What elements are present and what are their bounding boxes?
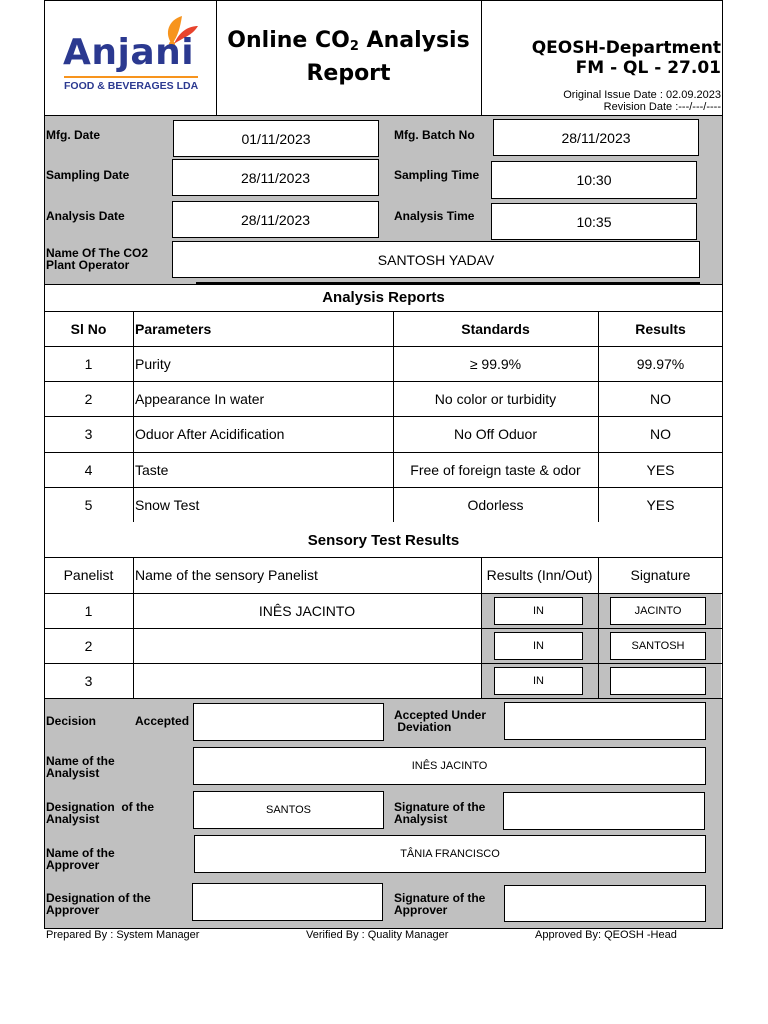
sensory-row-2-signature[interactable]: SANTOSH [610,632,706,660]
sensory-row-2-result[interactable]: IN [494,632,583,660]
analysis-row-5-sl: 5 [84,496,93,513]
analysis-row-2-param: Appearance In water [135,390,265,407]
sensory-line-2b [481,628,723,629]
analysis-header-res: Results [635,320,686,337]
sensory-line-3b [481,663,723,664]
approver-name-field[interactable]: TÂNIA FRANCISCO [194,835,706,873]
accepted-field[interactable] [193,703,384,741]
report-title [216,27,481,87]
approver-name-label-2: Approver [46,858,100,872]
approver-sig-label-2: Approver [394,903,448,917]
analysis-header-sl: Sl No [70,320,107,337]
analysis-row-4-std: Free of foreign taste & odor [410,461,581,478]
analysis-header-param: Parameters [135,320,212,337]
form-code: FM - QL - 27.01 [575,58,721,78]
sensory-row-3-panelist: 3 [84,672,93,689]
approved-by: Approved By: QEOSH -Head [535,929,677,941]
sensory-row-1-name: INÊS JACINTO [258,602,356,619]
analysist-desig-label-2: Analysist [46,812,100,826]
sampling-date-label: Sampling Date [46,168,130,182]
deviation-field[interactable] [504,702,706,740]
sensory-title: Sensory Test Results [307,531,460,549]
title-subscript: 2 [349,39,359,54]
sensory-row-1-panelist: 1 [84,602,93,619]
analysis-row-2-sl: 2 [84,390,93,407]
company-logo [60,14,205,99]
approver-sig-label-1: Signature of the [394,891,486,905]
sampling-date-field[interactable]: 28/11/2023 [172,159,379,196]
mfg-batch-field[interactable]: 28/11/2023 [493,119,699,156]
accepted-label: Accepted [135,714,190,728]
analysist-name-label-1: Name of the [46,754,115,768]
analysist-name-field[interactable]: INÊS JACINTO [193,747,706,785]
analysis-row-3-sl: 3 [84,426,93,442]
sensory-row-3-name [133,663,481,698]
logo-brand: Anjani [63,32,195,73]
revision-date: Revision Date :---/---/---- [603,101,721,113]
analysis-row-1-res: 99.97% [636,355,685,372]
sensory-row-1-signature[interactable]: JACINTO [610,597,706,625]
approver-desig-label-1: Designation of the [46,891,151,905]
analysist-sig-label-2: Analysist [394,812,448,826]
analysis-row-3-std: No Off Oduor [453,426,537,442]
sensory-row-2-panelist: 2 [84,637,93,654]
analysis-title: Analysis Reports [322,289,445,306]
approver-name-label-1: Name of the [46,846,115,860]
mfg-batch-label: Mfg. Batch No [394,128,475,142]
department: QEOSH-Department [531,38,721,58]
analysist-name-label-2: Analysist [46,766,100,780]
approver-desig-label-2: Approver [46,903,100,917]
deviation-label-2: Deviation [394,720,452,734]
analysis-row-5-std: Odorless [467,496,524,513]
sensory-row-2-name [133,628,481,663]
sensory-row-1-result[interactable]: IN [494,597,583,625]
sensory-header-panelist: Panelist [63,567,114,583]
logo-tagline: FOOD & BEVERAGES LDA [64,80,199,92]
analysis-row-4-res: YES [646,461,675,478]
deviation-label-1: Accepted Under [394,708,487,722]
analysis-row-3-param: Oduor After Acidification [135,426,285,442]
mfg-date-label: Mfg. Date [46,128,100,142]
analysist-desig-field[interactable]: SANTOS [193,791,384,829]
analysis-row-1-param: Purity [135,355,171,372]
title-part1: Online CO [227,28,350,53]
operator-field[interactable]: SANTOSH YADAV [172,241,700,278]
title-line2: Report [306,61,391,86]
sensory-header-name: Name of the sensory Panelist [135,567,318,583]
logo-underline [64,76,198,78]
analysis-row-1-sl: 1 [84,355,93,372]
analysis-row-2-std: No color or turbidity [434,390,557,407]
prepared-by: Prepared By : System Manager [46,929,200,941]
analysis-time-label: Analysis Time [394,209,475,223]
sensory-header-signature: Signature [630,567,691,583]
analysist-sig-field[interactable] [503,792,705,830]
analysis-header-std: Standards [461,320,530,337]
sampling-time-field[interactable]: 10:30 [491,161,697,199]
operator-label-1: Name Of The CO2 [46,246,149,260]
approver-sig-field[interactable] [504,885,706,922]
mfg-date-field[interactable]: 01/11/2023 [173,120,379,157]
analysist-desig-label-1: Designation of the [46,800,154,814]
verified-by: Verified By : Quality Manager [306,929,449,941]
analysis-row-4-param: Taste [135,461,169,478]
analysis-date-field[interactable]: 28/11/2023 [172,201,379,238]
title-part2: Analysis [358,28,470,53]
analysis-time-field[interactable]: 10:35 [491,203,697,240]
analysis-row-2-res: NO [650,390,671,407]
analysist-sig-label-1: Signature of the [394,800,486,814]
analysis-row-3-res: NO [650,426,671,442]
sensory-row-3-signature[interactable] [610,667,706,695]
decision-label: Decision [46,714,97,728]
analysis-row-4-sl: 4 [84,461,93,478]
sensory-row-3-result[interactable]: IN [494,667,583,695]
analysis-row-5-param: Snow Test [135,496,200,513]
sensory-header-result: Results (Inn/Out) [486,567,593,583]
operator-label-2: Plant Operator [46,258,130,272]
approver-desig-field[interactable] [192,883,383,921]
analysis-row-5-res: YES [646,496,675,513]
analysis-row-1-std: ≥ 99.9% [469,355,522,372]
original-issue-date: Original Issue Date : 02.09.2023 [563,89,721,101]
sampling-time-label: Sampling Time [394,168,480,182]
analysis-date-label: Analysis Date [46,209,125,223]
